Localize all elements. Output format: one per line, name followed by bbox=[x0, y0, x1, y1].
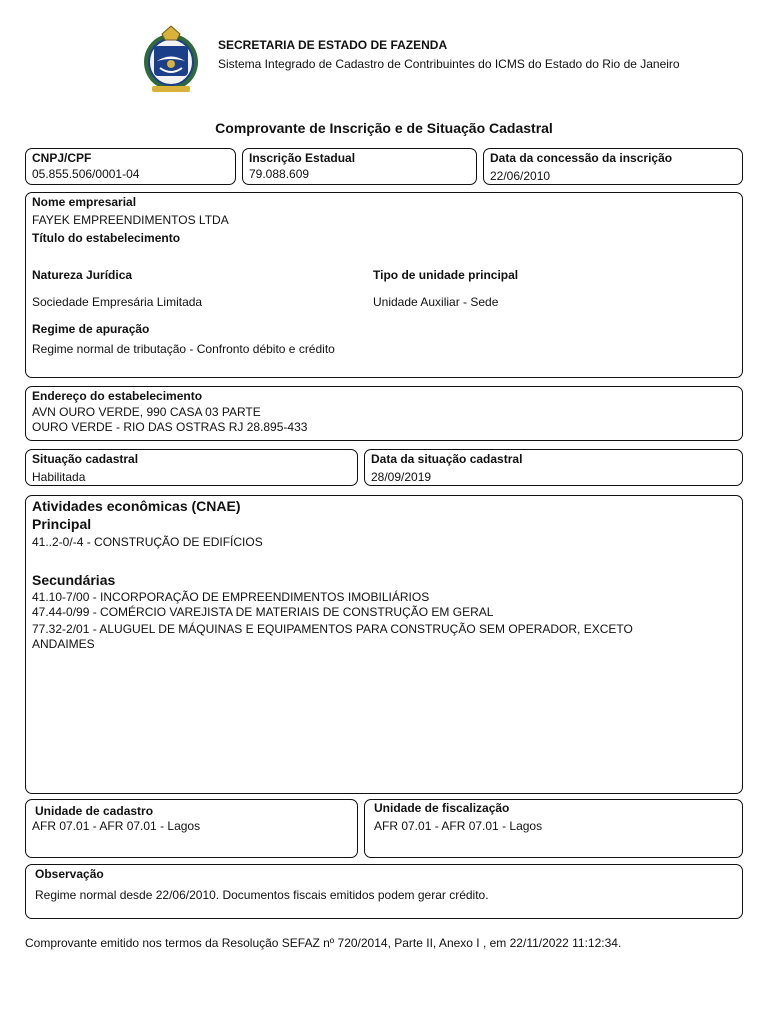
unidade-fiscalizacao-box bbox=[364, 799, 743, 858]
cnpj-box bbox=[25, 148, 236, 185]
unidade-cadastro-box bbox=[25, 799, 358, 858]
unidade-cadastro-value: AFR 07.01 - AFR 07.01 - Lagos bbox=[32, 819, 201, 833]
ie-label: Inscrição Estadual bbox=[249, 151, 356, 165]
unidade-fiscalizacao-label: Unidade de fiscalização bbox=[374, 801, 510, 815]
situacao-box bbox=[25, 449, 358, 486]
observacao-box bbox=[25, 864, 743, 919]
page-title: Comprovante de Inscrição e de Situação Cadastral bbox=[215, 120, 553, 136]
empresa-box bbox=[25, 192, 743, 378]
cnae-secundaria-item: 41.10-7/00 - INCORPORAÇÃO DE EMPREENDIMENTOS IMOBILIÁRIOS bbox=[32, 590, 430, 604]
nome-value: FAYEK EMPREENDIMENTOS LTDA bbox=[32, 213, 229, 227]
data-situacao-box bbox=[364, 449, 743, 486]
concessao-label: Data da concessão da inscrição bbox=[490, 151, 673, 165]
unidade-fiscalizacao-value: AFR 07.01 - AFR 07.01 - Lagos bbox=[374, 819, 543, 833]
cnae-secundaria-item: 47.44-0/99 - COMÉRCIO VAREJISTA DE MATERIAIS DE CONSTRUÇÃO EM GERAL bbox=[32, 605, 494, 619]
state-emblem-icon bbox=[140, 24, 202, 96]
natureza-label: Natureza Jurídica bbox=[32, 268, 133, 282]
titulo-label: Título do estabelecimento bbox=[32, 231, 181, 245]
endereco-line2: OURO VERDE - RIO DAS OSTRAS RJ 28.895-433 bbox=[32, 420, 308, 434]
data-situacao-value: 28/09/2019 bbox=[371, 470, 432, 484]
concessao-box bbox=[483, 148, 743, 185]
header-system: Sistema Integrado de Cadastro de Contribuintes do ICMS do Estado do Rio de Janeiro bbox=[218, 57, 680, 71]
header-org: SECRETARIA DE ESTADO DE FAZENDA bbox=[218, 38, 448, 52]
situacao-label: Situação cadastral bbox=[32, 452, 139, 466]
observacao-value: Regime normal desde 22/06/2010. Documentos fiscais emitidos podem gerar crédito. bbox=[35, 888, 489, 902]
cnae-box bbox=[25, 495, 743, 794]
regime-value: Regime normal de tributação - Confronto débito e crédito bbox=[32, 342, 335, 356]
cnae-principal-value: 41..2-0/-4 - CONSTRUÇÃO DE EDIFÍCIOS bbox=[32, 535, 263, 549]
footer-note: Comprovante emitido nos termos da Resolução SEFAZ nº 720/2014, Parte II, Anexo I , em 22/11/2022 11:12:34. bbox=[25, 936, 622, 950]
situacao-value: Habilitada bbox=[32, 470, 86, 484]
cnae-secundarias-label: Secundárias bbox=[32, 572, 116, 588]
data-situacao-label: Data da situação cadastral bbox=[371, 452, 523, 466]
ie-value: 79.088.609 bbox=[249, 167, 310, 181]
observacao-label: Observação bbox=[35, 867, 104, 881]
tipo-value: Unidade Auxiliar - Sede bbox=[373, 295, 499, 309]
ie-box bbox=[242, 148, 477, 185]
cnae-secundaria-item: ANDAIMES bbox=[32, 637, 95, 651]
cnae-secundaria-item: 77.32-2/01 - ALUGUEL DE MÁQUINAS E EQUIPAMENTOS PARA CONSTRUÇÃO SEM OPERADOR, EXCETO bbox=[32, 622, 633, 636]
tipo-label: Tipo de unidade principal bbox=[373, 268, 519, 282]
nome-label: Nome empresarial bbox=[32, 195, 137, 209]
natureza-value: Sociedade Empresária Limitada bbox=[32, 295, 203, 309]
regime-label: Regime de apuração bbox=[32, 322, 150, 336]
cnpj-label: CNPJ/CPF bbox=[32, 151, 92, 165]
endereco-label: Endereço do estabelecimento bbox=[32, 389, 203, 403]
cnae-title: Atividades econômicas (CNAE) bbox=[32, 498, 241, 514]
cnae-principal-label: Principal bbox=[32, 516, 92, 532]
unidade-cadastro-label: Unidade de cadastro bbox=[35, 804, 154, 818]
cnpj-value: 05.855.506/0001-04 bbox=[32, 167, 140, 181]
endereco-box bbox=[25, 386, 743, 441]
endereco-line1: AVN OURO VERDE, 990 CASA 03 PARTE bbox=[32, 405, 261, 419]
concessao-value: 22/06/2010 bbox=[490, 169, 551, 183]
